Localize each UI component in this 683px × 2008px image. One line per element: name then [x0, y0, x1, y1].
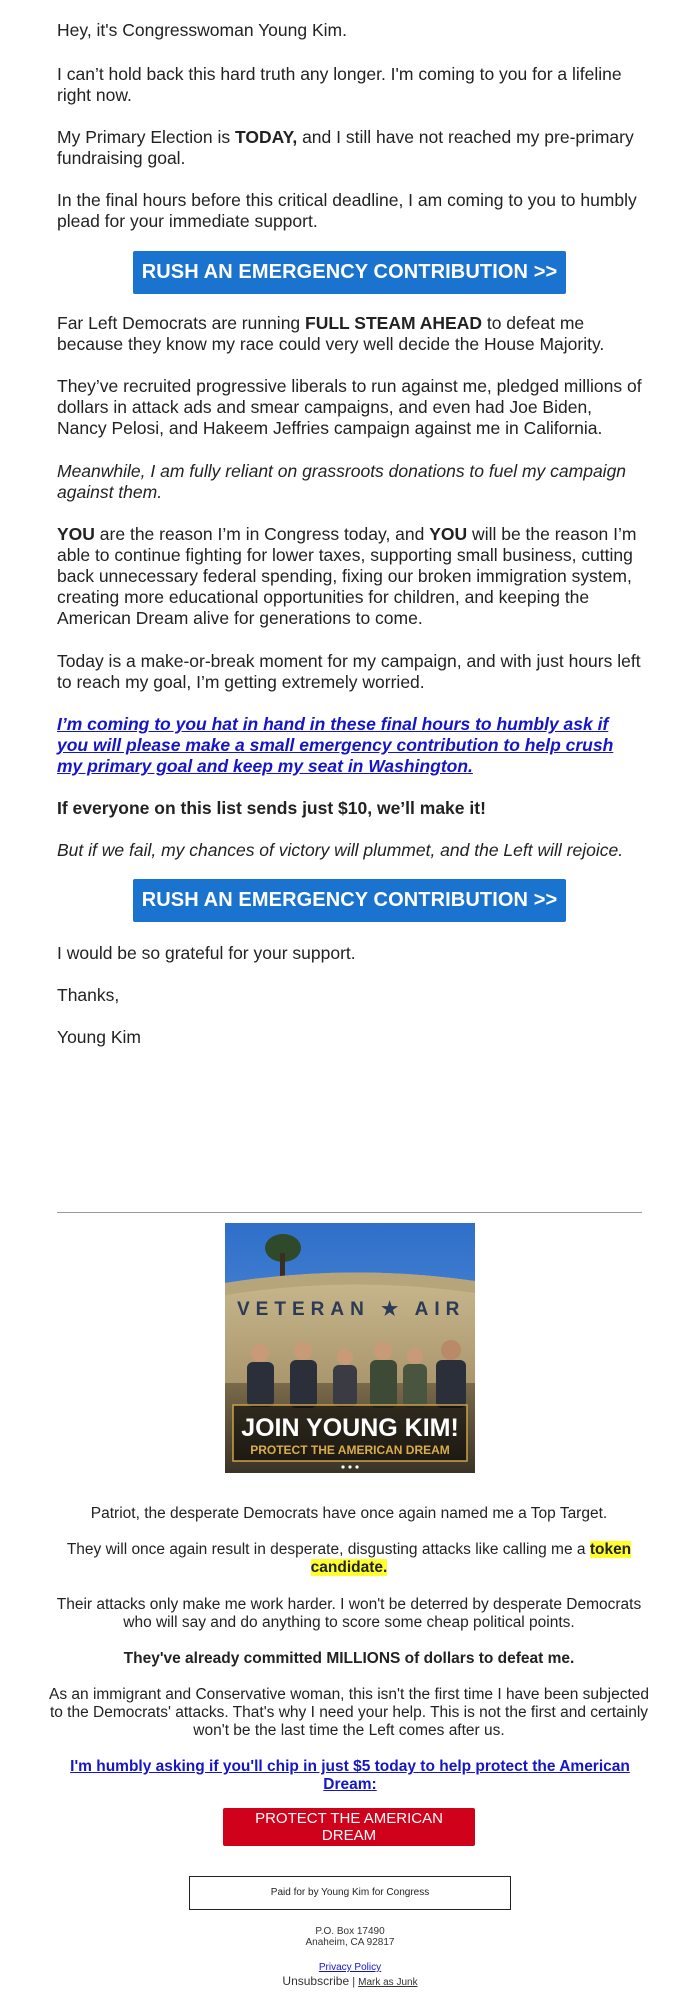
bold-full-steam: FULL STEAM AHEAD: [305, 313, 482, 333]
text: They will once again result in desperate, disgusting attacks like calling me a: [66, 1541, 590, 1558]
divider: [57, 1212, 642, 1213]
paragraph-if-we-fail: But if we fail, my chances of victory will plummet, and the Left will rejoice.: [57, 840, 624, 860]
address-line-1: P.O. Box 17490: [315, 1926, 385, 1937]
promo-top-target: Patriot, the desperate Democrats have once again named me a Top Target.: [90, 1505, 608, 1522]
rush-contribution-button[interactable]: RUSH AN EMERGENCY CONTRIBUTION >>: [133, 251, 566, 294]
promo-attacks: [45, 1541, 653, 1577]
protect-american-dream-button[interactable]: PROTECT THE AMERICAN DREAM: [223, 1808, 475, 1846]
address-line-2: Anaheim, CA 92817: [305, 1937, 395, 1948]
text: are the reason I’m in Congress today, and: [94, 524, 430, 544]
campaign-photo[interactable]: [225, 1223, 475, 1473]
paragraph-plea: In the final hours before this critical deadline, I am coming to you to humbly plead for your immediate support.: [57, 190, 637, 231]
text: My Primary Election is: [57, 127, 235, 147]
paragraph-grassroots: Meanwhile, I am fully reliant on grassroots donations to fuel my campaign against them.: [57, 461, 627, 502]
highlight-token-candidate: token candidate.: [310, 1541, 632, 1576]
privacy-row: [250, 1962, 450, 1973]
signature: Young Kim: [57, 1027, 141, 1047]
paragraph-recruited: They’ve recruited progressive liberals to run against me, pledged millions of dollars in attack ads and smear campaigns, and even had Joe Biden, Nancy Pelosi, and Hakeem Jeffries campaign against me in California.: [57, 376, 642, 438]
text: to defeat me because they know my race could very well decide the House Majority.: [57, 313, 605, 354]
greeting: Hey, it's Congresswoman Young Kim.: [57, 20, 347, 40]
unsubscribe-row: [200, 1974, 500, 1988]
paragraph-thanks: Thanks,: [57, 985, 120, 1005]
rush-contribution-button-2[interactable]: RUSH AN EMERGENCY CONTRIBUTION >>: [133, 879, 566, 922]
mark-as-junk-link[interactable]: Mark as Junk: [358, 1977, 418, 1988]
paragraph-you: [57, 524, 642, 629]
paragraph-far-left: [57, 313, 642, 355]
campaign-photo-graphic: [225, 1223, 475, 1473]
promo-millions: They've already committed MILLIONS of dollars to defeat me.: [123, 1650, 575, 1667]
paragraph-ten-dollars: If everyone on this list sends just $10, we’ll make it!: [57, 798, 486, 818]
bold-today: TODAY,: [234, 127, 298, 147]
contribution-link[interactable]: I’m coming to you hat in hand in these final hours to humbly ask if you will please make a small emergency contribution to help crush my primary goal and keep my seat in Washington.: [57, 714, 614, 776]
paid-for-disclaimer: Paid for by Young Kim for Congress: [189, 1876, 511, 1910]
image-subtitle: PROTECT THE AMERICAN DREAM: [250, 1443, 450, 1457]
paragraph-make-or-break: Today is a make-or-break moment for my campaign, and with just hours left to reach my goal, I’m getting extremely worried.: [57, 651, 641, 692]
promo-immigrant: As an immigrant and Conservative woman, this isn't the first time I have been subjected to the Democrats' attacks. That's why I need your help. This is not the first and certainly won't be the last time the Left comes after us.: [49, 1686, 649, 1739]
unsubscribe-link[interactable]: Unsubscribe: [282, 1974, 350, 1988]
privacy-policy-link[interactable]: Privacy Policy: [318, 1962, 382, 1973]
banner-text: VETERAN ★ AIR: [237, 1299, 466, 1320]
promo-ask: [55, 1758, 645, 1794]
paragraph-grateful: I would be so grateful for your support.: [57, 943, 356, 963]
separator: |: [352, 1976, 356, 1988]
text: and I still have not reached my pre-primary fundraising goal.: [57, 127, 634, 168]
paragraph-ask: [57, 714, 642, 777]
text: will be the reason I’m able to continue fighting for lower taxes, supporting small business, cutting back unnecessary federal spending, fixing our broken immigration system, creating more educational opportunities for children, and keeping the American Dream alive for generations to come.: [57, 524, 637, 628]
promo-work-harder: Their attacks only make me work harder. I won't be deterred by desperate Democrats who will say and do anything to score some cheap political points.: [56, 1596, 642, 1631]
bold-you: YOU: [57, 524, 95, 544]
bold-you: YOU: [429, 524, 468, 544]
text: Far Left Democrats are running: [57, 313, 306, 333]
chip-in-link[interactable]: I'm humbly asking if you'll chip in just $5 today to help protect the American Dream:: [70, 1758, 630, 1793]
paragraph-primary: [57, 127, 642, 169]
image-title: JOIN YOUNG KIM!: [241, 1414, 459, 1442]
paragraph-lifeline: I can’t hold back this hard truth any longer. I'm coming to you for a lifeline right now.: [57, 64, 622, 105]
